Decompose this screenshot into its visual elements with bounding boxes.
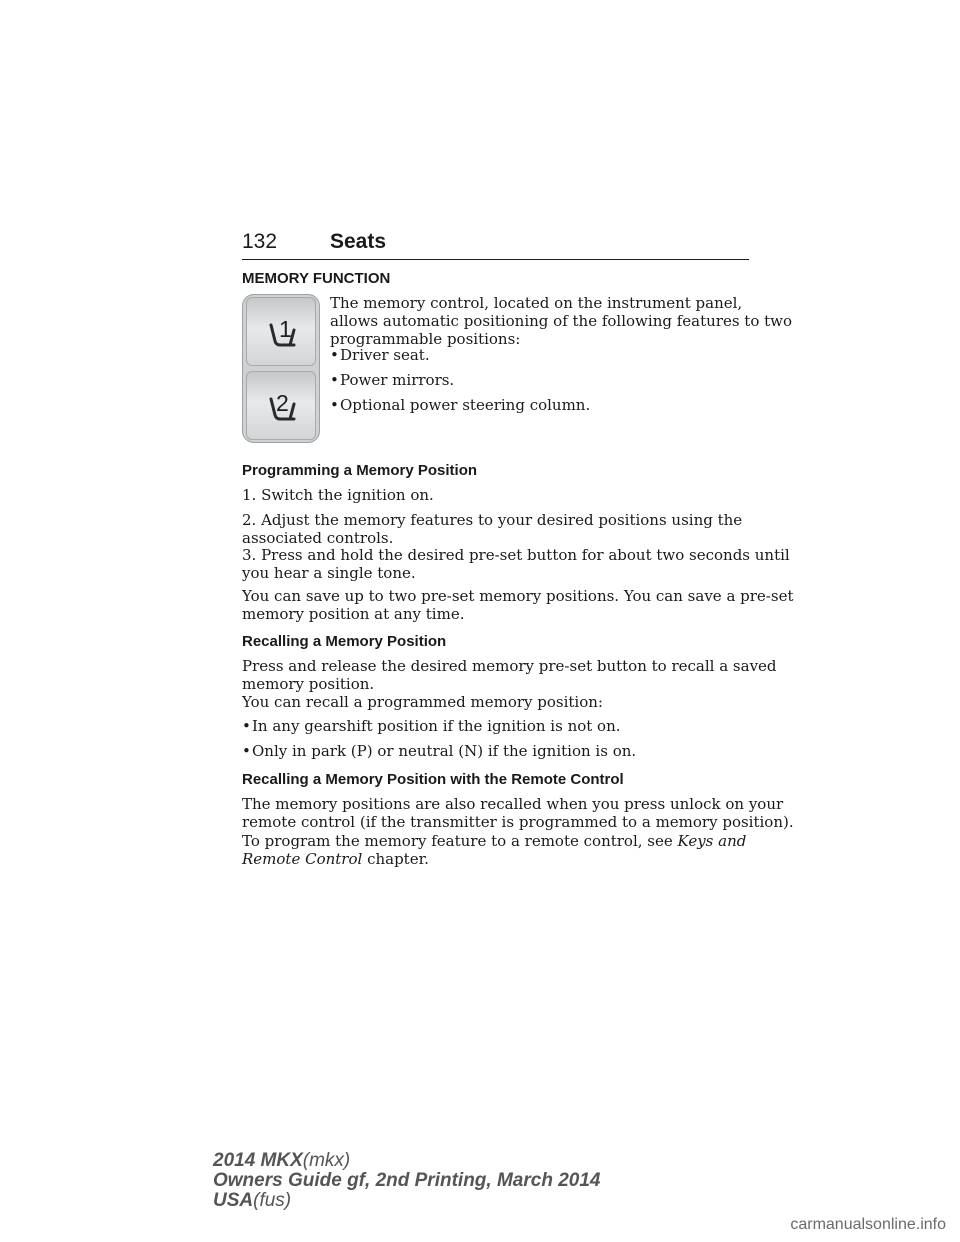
programming-heading: Programming a Memory Position [242, 462, 478, 479]
bullet-steering-column: • Optional power steering column. [330, 396, 591, 414]
memory-intro: The memory control, located on the instrument panel, allows automatic positioning of the following features to two programmable positions: [330, 294, 793, 348]
bullet-park-neutral: • Only in park (P) or neutral (N) if the ignition is on. [242, 742, 637, 760]
recalling-heading: Recalling a Memory Position [242, 633, 447, 650]
remote-reference: To program the memory feature to a remote control, see Keys and Remote Control chapter. [242, 832, 747, 868]
memory-function-heading: MEMORY FUNCTION [242, 270, 391, 287]
seat-2-icon [246, 371, 316, 440]
bullet-driver-seat: • Driver seat. [330, 346, 430, 364]
programming-note: You can save up to two pre-set memory positions. You can save a pre-set memory position at any time. [242, 587, 794, 623]
section-title: Seats [330, 230, 387, 253]
header-rule [242, 259, 749, 260]
programming-step-2: 2. Adjust the memory features to your desired positions using the associated controls. [242, 511, 743, 547]
recalling-lead: You can recall a programmed memory position: [242, 693, 603, 711]
button-1-number: 1 [279, 316, 292, 342]
bullet-gearshift: • In any gearshift position if the ignition is not on. [242, 717, 621, 735]
bullet-power-mirrors: • Power mirrors. [330, 371, 455, 389]
page-number: 132 [242, 230, 278, 253]
seat-1-icon [246, 297, 316, 366]
memory-button-1 [246, 297, 316, 366]
footer-region: USA(fus) [213, 1190, 292, 1211]
remote-para: The memory positions are also recalled when you press unlock on your remote control (if the transmitter is programmed to a memory position). [242, 795, 794, 831]
memory-button-2 [246, 371, 316, 440]
remote-heading: Recalling a Memory Position with the Remote Control [242, 771, 624, 788]
memory-control-illustration [242, 294, 320, 443]
programming-step-1: 1. Switch the ignition on. [242, 486, 434, 504]
footer-model: 2014 MKX(mkx) [213, 1150, 351, 1171]
recalling-para: Press and release the desired memory pre-set button to recall a saved memory position. [242, 657, 777, 693]
footer-guide: Owners Guide gf, 2nd Printing, March 2014 [213, 1170, 601, 1191]
watermark: carmanualsonline.info [790, 1216, 946, 1233]
button-2-number: 2 [276, 390, 289, 416]
keys-remote-link-cont[interactable]: Remote Control [242, 850, 363, 868]
keys-remote-link[interactable]: Keys and [677, 832, 747, 850]
programming-step-3: 3. Press and hold the desired pre-set button for about two seconds until you hear a single tone. [242, 546, 790, 582]
